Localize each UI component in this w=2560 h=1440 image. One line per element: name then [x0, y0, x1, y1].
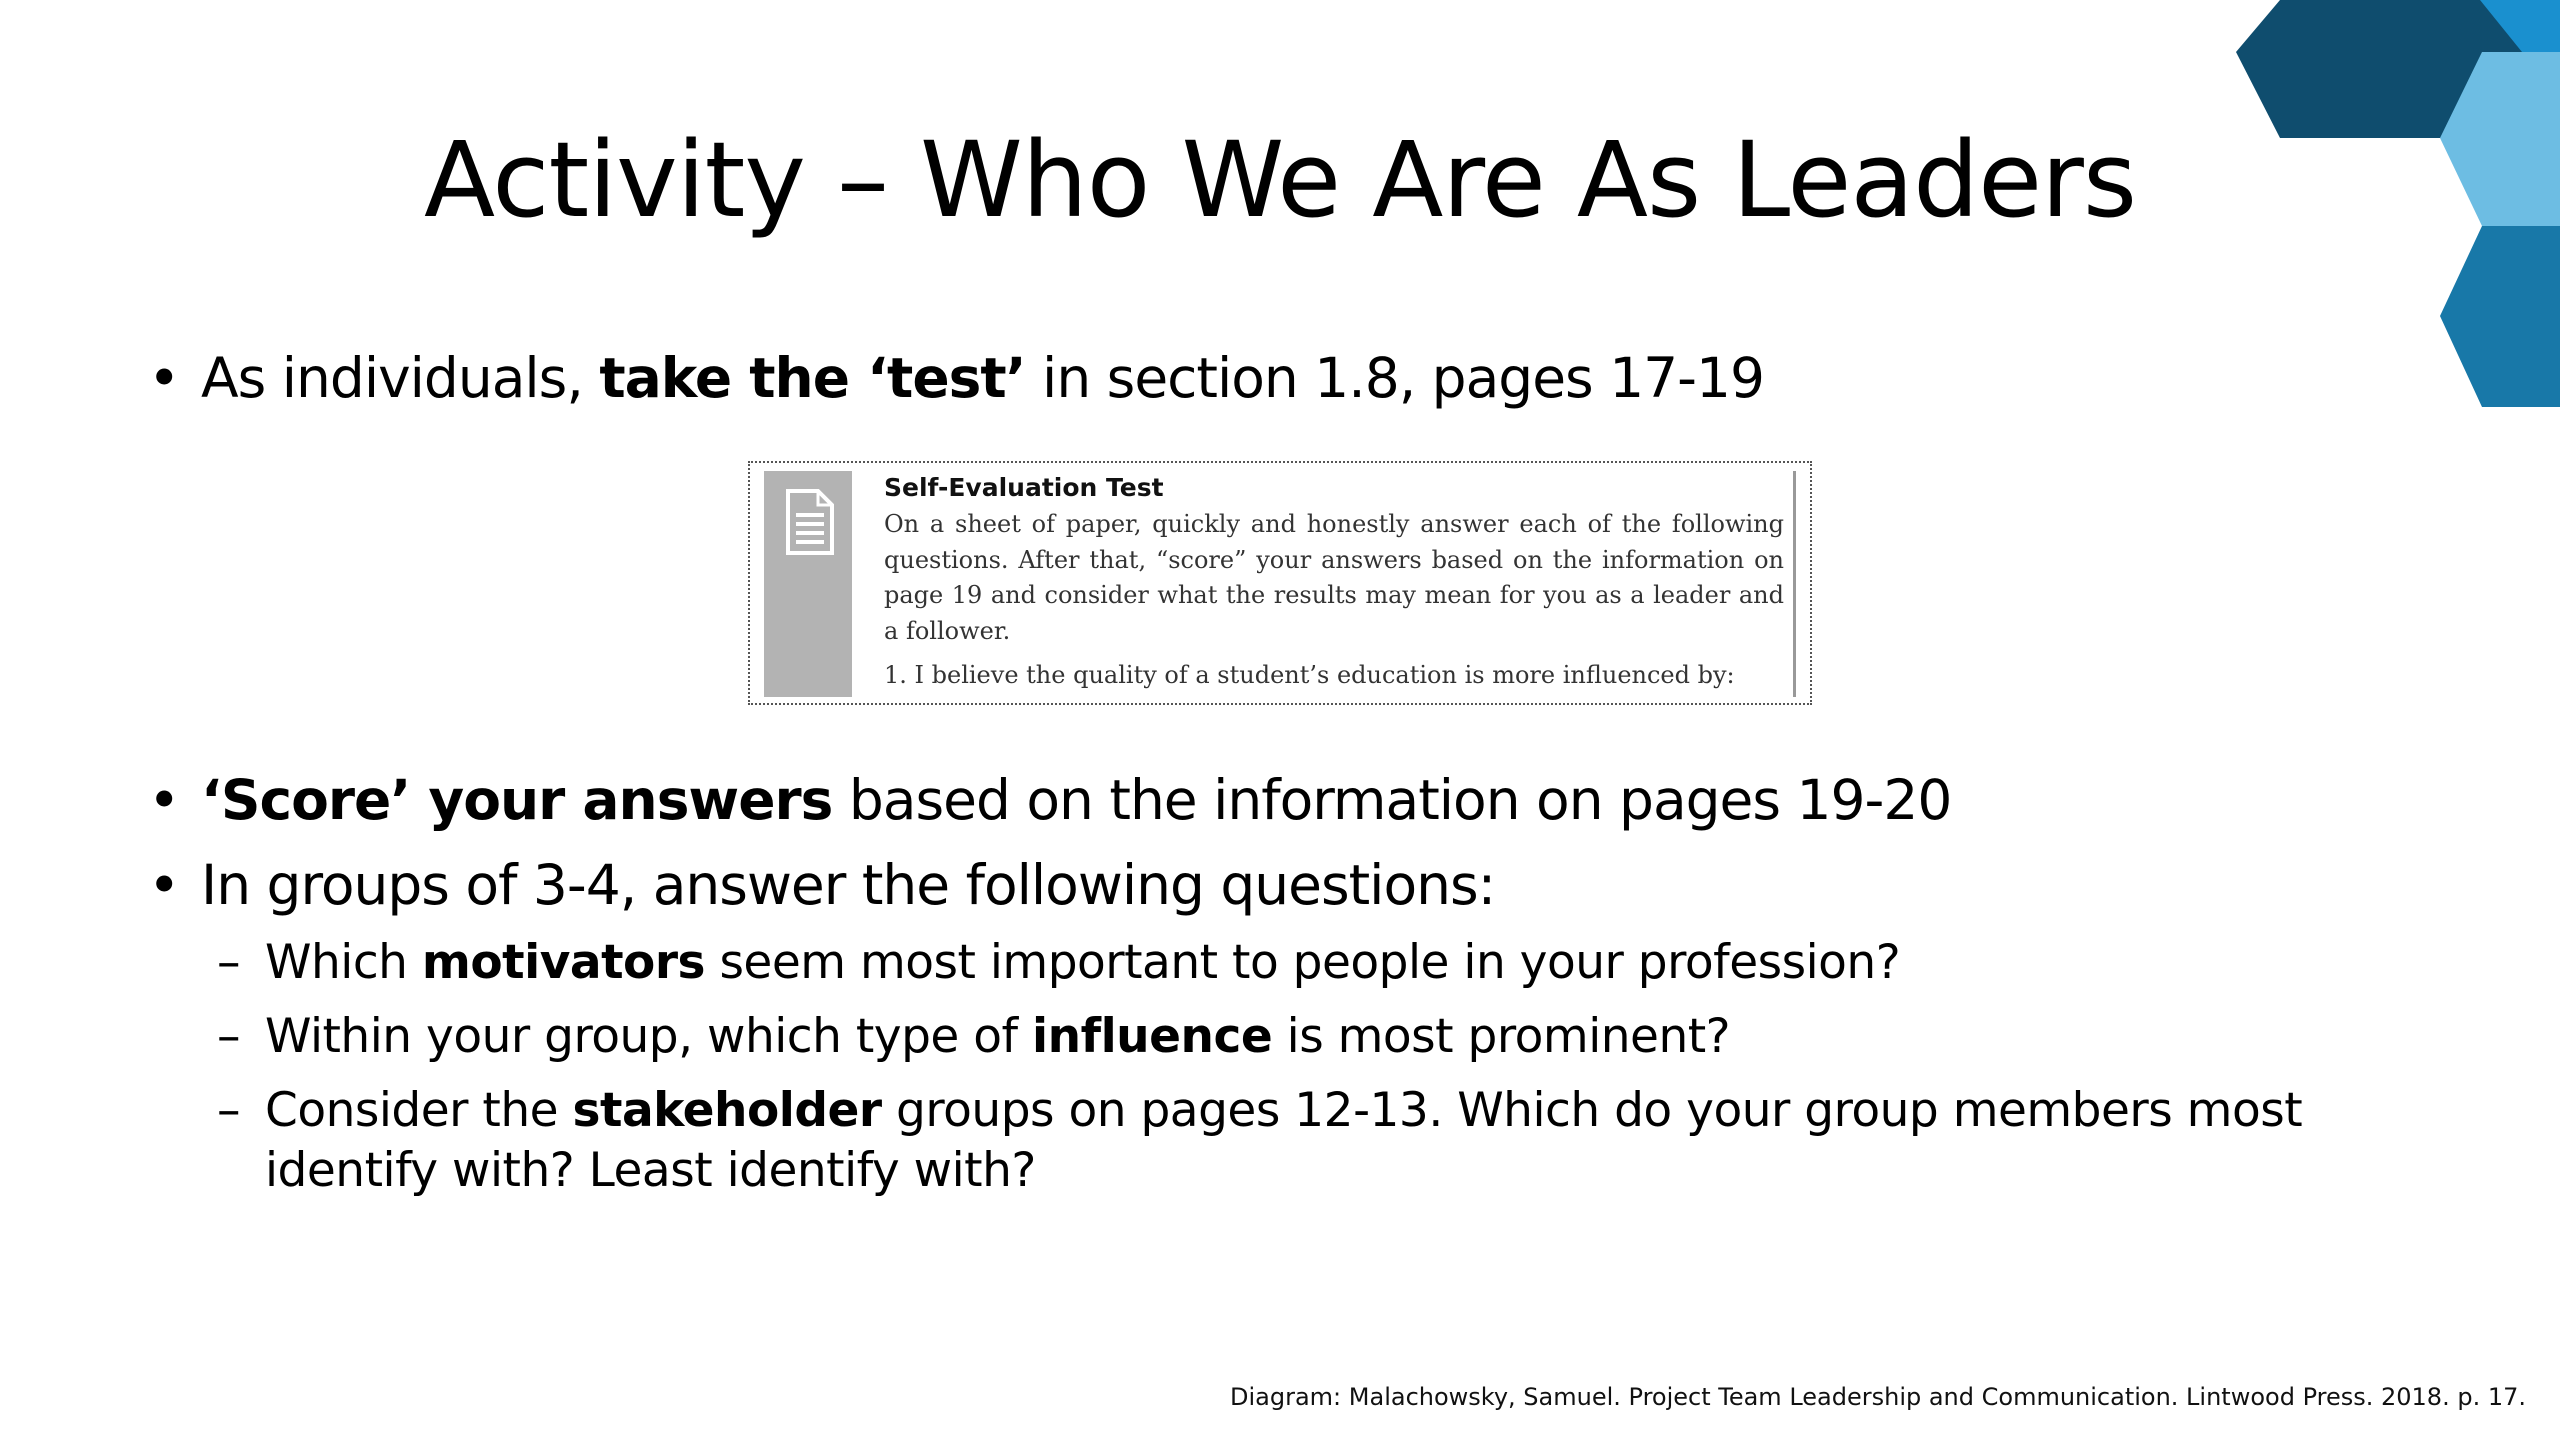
bullet-take-test — [148, 343, 1765, 413]
bullet-dot: • — [148, 346, 180, 410]
bullet-text-bold: ‘Score’ your answers — [201, 768, 833, 832]
sub-bullet-post: groups on pages 12-13. Which do your group members most — [881, 1083, 2303, 1138]
bullet-groups — [148, 850, 1496, 920]
excerpt-sidebar — [764, 471, 852, 697]
bullet-text-post: in section 1.8, pages 17-19 — [1025, 346, 1765, 410]
sub-bullet-stakeholder — [217, 1081, 2303, 1201]
sub-bullet-dash: – — [217, 1083, 240, 1138]
sub-bullet-pre: Consider the — [265, 1083, 573, 1138]
excerpt-rule — [1793, 471, 1796, 697]
excerpt-body: On a sheet of paper, quickly and honestly answer each of the following questions. After that, “score” your answers based on the information on page 19 and consider what the results may mean for you as a leader and a follower. — [884, 510, 1784, 645]
excerpt-question-1: 1. I believe the quality of a student’s education is more influenced by: — [884, 661, 1735, 689]
sub-bullet-bold: stakeholder — [572, 1083, 882, 1138]
excerpt-heading: Self-Evaluation Test — [884, 473, 1164, 502]
sub-bullet-bold: influence — [1032, 1009, 1273, 1064]
bullet-score-answers — [148, 765, 1952, 835]
sub-bullet-post: seem most important to people in your profession? — [705, 935, 1901, 990]
sub-bullet-post: is most prominent? — [1272, 1009, 1731, 1064]
sub-bullet-pre: Which — [265, 935, 422, 990]
self-evaluation-excerpt — [748, 461, 1812, 705]
slide-title: Activity – Who We Are As Leaders — [423, 119, 2137, 241]
hexagon-mid — [2440, 226, 2560, 407]
bullet-text-pre: As individuals, — [201, 346, 600, 410]
sub-bullet-dash: – — [217, 935, 240, 990]
bullet-dot: • — [148, 768, 180, 832]
sub-bullet-pre: Within your group, which type of — [265, 1009, 1033, 1064]
bullet-dot: • — [148, 853, 180, 917]
sub-bullet-influence — [217, 1007, 1731, 1067]
diagram-citation: Diagram: Malachowsky, Samuel. Project Team Leadership and Communication. Lintwood Press. 2018. p. 17. — [1230, 1383, 2526, 1411]
bullet-text: In groups of 3-4, answer the following questions: — [201, 853, 1496, 917]
sub-bullet-motivators — [217, 933, 1901, 993]
sub-bullet-dash: – — [217, 1009, 240, 1064]
bullet-text-post: based on the information on pages 19-20 — [832, 768, 1952, 832]
sub-bullet-line2: identify with? Least identify with? — [265, 1143, 1036, 1198]
sub-bullet-bold: motivators — [421, 935, 705, 990]
bullet-text-bold: take the ‘test’ — [599, 346, 1026, 410]
document-icon — [784, 489, 836, 555]
